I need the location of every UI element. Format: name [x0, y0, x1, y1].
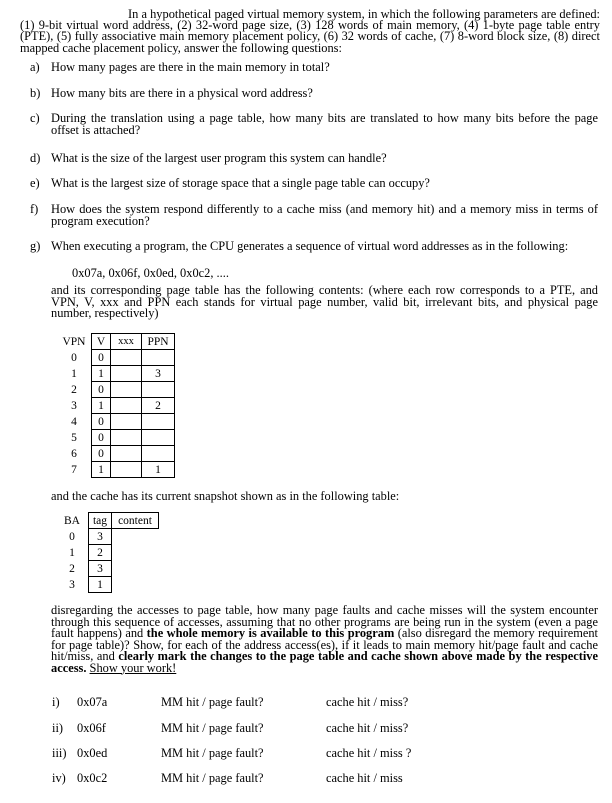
- page-table-description-text: and its corresponding page table has the following contents: (where each row corresponds to a PTE, and VPN, V, xxx and PPN each stands for virtual page number, valid bit, irrelevant bits, and physical page number, respectively): [51, 283, 598, 320]
- ppn-cell: [142, 382, 175, 398]
- cache-table-header: [56, 513, 159, 529]
- access-address: 0x0ed: [77, 746, 108, 760]
- valid-bit-cell: 0: [92, 414, 111, 430]
- final-text-bold-2: clearly mark the changes to the page table and cache shown above made by the respective access.: [51, 649, 598, 675]
- cache-hit-question: cache hit / miss ?: [326, 746, 412, 760]
- mm-hit-question: MM hit / page fault?: [161, 771, 264, 785]
- question-text: When executing a program, the CPU generates a sequence of virtual word addresses as in the following:: [51, 239, 569, 253]
- valid-bit-cell: 0: [92, 446, 111, 462]
- question-text: During the translation using a page table, how many bits are translated to how many bits before the page offset is attached?: [51, 111, 598, 137]
- question-label: f): [30, 202, 39, 216]
- question-b: [30, 88, 598, 100]
- question-label: d): [30, 151, 41, 165]
- question-label: e): [30, 176, 40, 190]
- question-label: a): [30, 60, 40, 74]
- question-d: [30, 153, 598, 165]
- content-cell: [112, 577, 159, 593]
- cache-hit-question: cache hit / miss: [326, 771, 403, 785]
- access-address: 0x0c2: [77, 771, 108, 785]
- access-label: iii): [52, 746, 67, 760]
- question-text: What is the largest size of storage space that a single page table can occupy?: [51, 176, 430, 190]
- cache-table-row: [56, 561, 159, 577]
- tag-cell: 3: [89, 561, 112, 577]
- ppn-cell: [142, 446, 175, 462]
- question-label: c): [30, 111, 40, 125]
- mm-hit-question: MM hit / page fault?: [161, 695, 264, 709]
- question-label: b): [30, 86, 41, 100]
- block-address-cell: 0: [69, 530, 75, 543]
- header-ba: BA: [64, 514, 80, 527]
- content-cell: [112, 545, 159, 561]
- vpn-cell: 5: [71, 431, 77, 444]
- page-table-row: [57, 398, 175, 414]
- valid-bit-cell: 1: [92, 366, 111, 382]
- tag-cell: 2: [89, 545, 112, 561]
- page-table-header: [57, 334, 175, 350]
- cache-description: and the cache has its current snapshot shown as in the following table:: [51, 489, 400, 503]
- header-ppn: PPN: [142, 334, 175, 350]
- question-f: [30, 204, 598, 228]
- ppn-cell: 2: [142, 398, 175, 414]
- cache-hit-question: cache hit / miss?: [326, 721, 409, 735]
- valid-bit-cell: 0: [92, 350, 111, 366]
- question-text: How does the system respond differently to a cache miss (and memory hit) and a memory miss in terms of program execution?: [51, 202, 598, 228]
- access-address: 0x06f: [77, 721, 106, 735]
- ppn-cell: [142, 350, 175, 366]
- question-a: [30, 62, 598, 74]
- page-table-row: [57, 350, 175, 366]
- content-cell: [112, 561, 159, 577]
- valid-bit-cell: 0: [92, 382, 111, 398]
- cache-table-row: [56, 529, 159, 545]
- vpn-cell: 0: [71, 351, 77, 364]
- valid-bit-cell: 1: [92, 462, 111, 478]
- final-text-a: disregarding the accesses to page table, how many page faults and cache misses will the system encounter through this sequence of accesses, assuming that no other programs are being run in the system (even a page fault happens) and: [51, 603, 598, 640]
- mm-hit-question: MM hit / page fault?: [161, 746, 264, 760]
- page-table-row: [57, 430, 175, 446]
- page-table: [57, 333, 175, 478]
- xxx-cell: [111, 398, 142, 414]
- xxx-cell: [111, 414, 142, 430]
- block-address-cell: 1: [69, 546, 75, 559]
- xxx-cell: [111, 462, 142, 478]
- vpn-cell: 6: [71, 447, 77, 460]
- final-paragraph: [51, 605, 598, 674]
- block-address-cell: 2: [69, 562, 75, 575]
- ppn-cell: [142, 414, 175, 430]
- valid-bit-cell: 0: [92, 430, 111, 446]
- question-label: g): [30, 239, 41, 253]
- valid-bit-cell: 1: [92, 398, 111, 414]
- page-table-row: [57, 414, 175, 430]
- vpn-cell: 4: [71, 415, 77, 428]
- access-label: iv): [52, 771, 66, 785]
- access-label: i): [52, 695, 60, 709]
- xxx-cell: [111, 382, 142, 398]
- page-table-row: [57, 382, 175, 398]
- question-text: How many bits are there in a physical word address?: [51, 86, 313, 100]
- page-table-row: [57, 366, 175, 382]
- xxx-cell: [111, 430, 142, 446]
- mm-hit-question: MM hit / page fault?: [161, 721, 264, 735]
- page-table-row: [57, 462, 175, 478]
- address-sequence: 0x07a, 0x06f, 0x0ed, 0x0c2, ....: [72, 266, 229, 280]
- header-vpn: VPN: [62, 335, 86, 348]
- question-e: [30, 178, 598, 190]
- header-v: V: [92, 334, 111, 350]
- page-table-description: [51, 285, 598, 321]
- show-your-work: Show your work!: [89, 660, 177, 675]
- cache-table-row: [56, 577, 159, 593]
- question-text: How many pages are there in the main memory in total?: [51, 60, 330, 74]
- question-text: What is the size of the largest user program this system can handle?: [51, 151, 387, 165]
- intro-paragraph: [20, 9, 600, 54]
- cache-table: [56, 512, 159, 593]
- ppn-cell: 3: [142, 366, 175, 382]
- xxx-cell: [111, 446, 142, 462]
- vpn-cell: 3: [71, 399, 77, 412]
- content-cell: [112, 529, 159, 545]
- ppn-cell: [142, 430, 175, 446]
- tag-cell: 1: [89, 577, 112, 593]
- ppn-cell: 1: [142, 462, 175, 478]
- intro-text: In a hypothetical paged virtual memory system, in which the following parameters are defined: (1) 9-bit virtual word address, (2) 32-word page size, (3) 128 words of main memory, (4) 1-byte page table entry (PTE), (5) fully associative main memory placement policy, (6) 32 words of cache, (7) 8-word block size, (8) direct mapped cache placement policy, answer the following questions:: [20, 7, 600, 55]
- final-text-bold-1: the whole memory is available to this program: [146, 626, 395, 640]
- block-address-cell: 3: [69, 578, 75, 591]
- access-address: 0x07a: [77, 695, 108, 709]
- question-g: [30, 241, 598, 265]
- final-text-c: (also disregard the memory requirement for page table)? Show, for each of the address access(es), if it leads to main memory hit/page fault and cache hit/miss, and: [51, 626, 598, 663]
- page-table-row: [57, 446, 175, 462]
- access-label: ii): [52, 721, 64, 735]
- question-c: [30, 113, 598, 137]
- xxx-cell: [111, 350, 142, 366]
- vpn-cell: 1: [71, 367, 77, 380]
- cache-table-row: [56, 545, 159, 561]
- xxx-cell: [111, 366, 142, 382]
- vpn-cell: 2: [71, 383, 77, 396]
- header-xxx: xxx: [111, 334, 142, 350]
- vpn-cell: 7: [71, 463, 77, 476]
- tag-cell: 3: [89, 529, 112, 545]
- header-content: content: [112, 513, 159, 529]
- cache-hit-question: cache hit / miss?: [326, 695, 409, 709]
- header-tag: tag: [89, 513, 112, 529]
